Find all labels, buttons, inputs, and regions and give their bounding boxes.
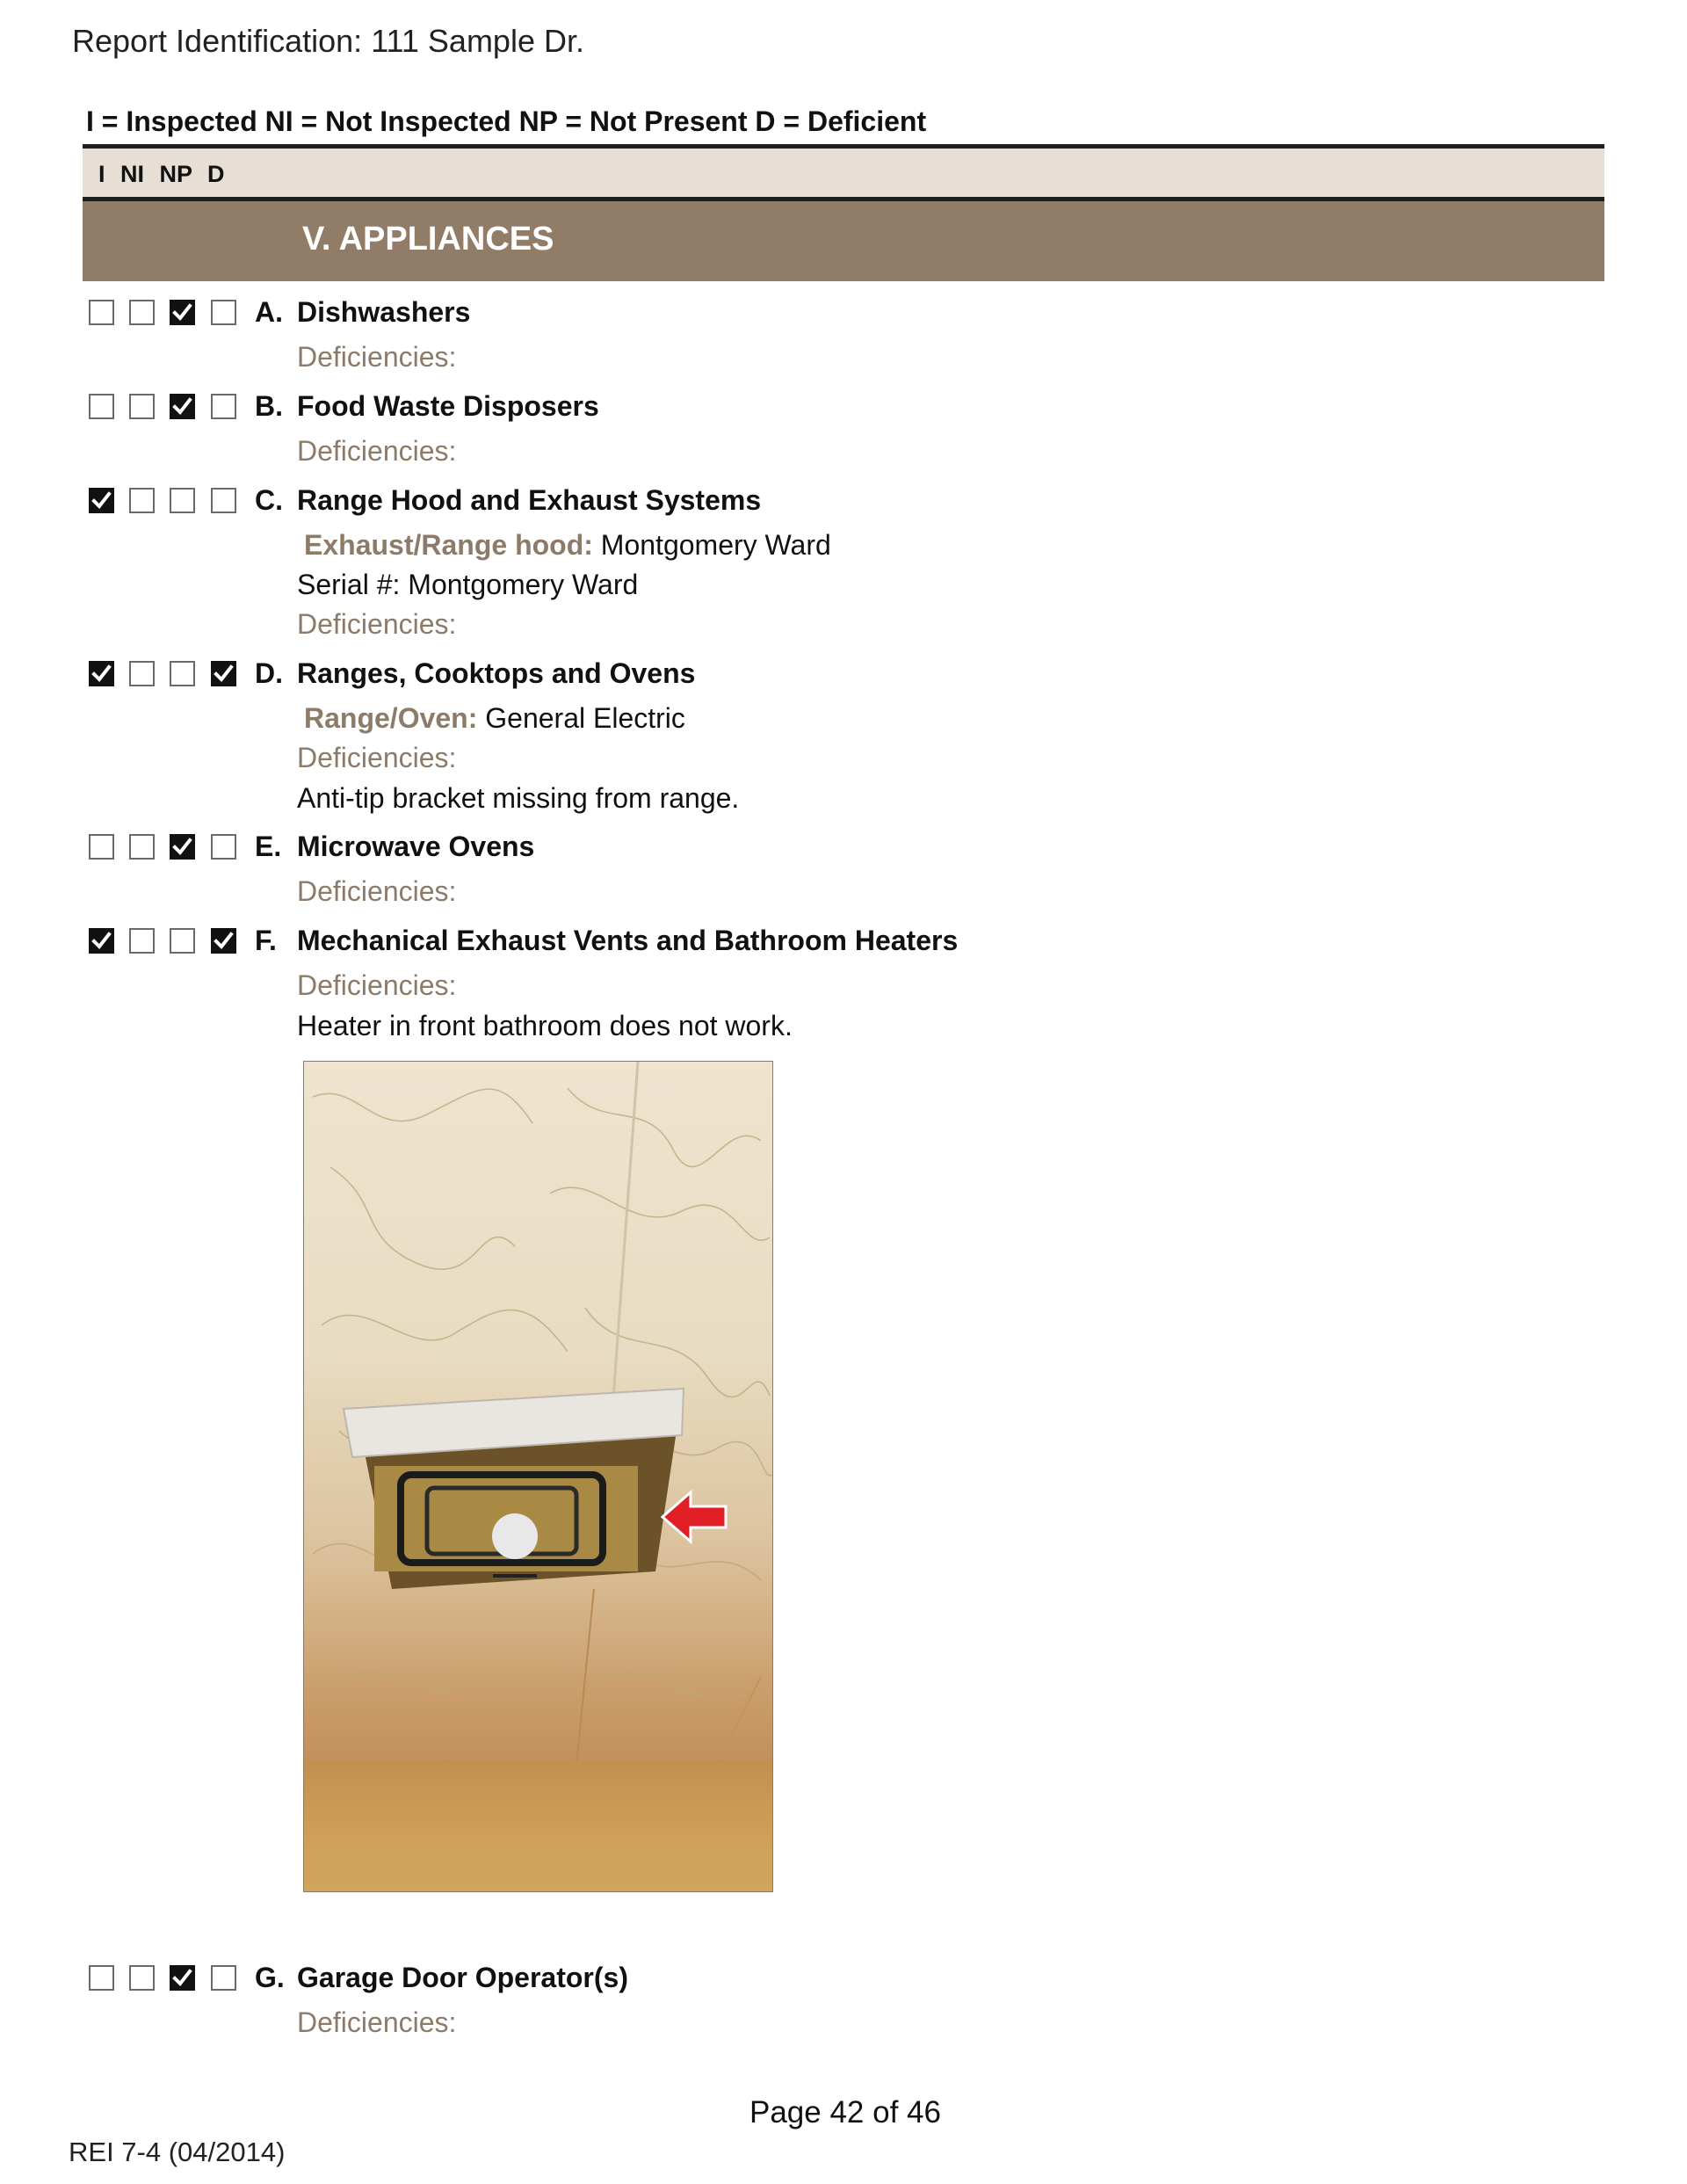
checkmark-icon: [91, 490, 112, 512]
column-header-bar: [83, 149, 1604, 197]
item-d-detail: [297, 702, 685, 735]
checkmark-icon: [171, 836, 193, 858]
checkmark-icon: [213, 663, 235, 685]
item-g-checkbox-not-present[interactable]: [170, 1965, 195, 1991]
section-header-bar: [83, 201, 1604, 281]
item-c-serial: Serial #: Montgomery Ward: [297, 569, 639, 600]
item-c-detail: [297, 529, 831, 562]
item-f-checkbox-deficient[interactable]: [211, 928, 236, 954]
item-e-checkbox-not-inspected[interactable]: [129, 834, 155, 860]
report-identification: Report Identification: 111 Sample Dr.: [72, 23, 584, 59]
checkmark-icon: [171, 1967, 193, 1989]
item-a-checkbox-deficient[interactable]: [211, 300, 236, 325]
checkmark-icon: [171, 395, 193, 417]
item-c-checkbox-deficient[interactable]: [211, 488, 236, 513]
item-b-deficiencies-label: Deficiencies:: [297, 435, 457, 467]
item-e-checkbox-not-present[interactable]: [170, 834, 195, 860]
item-e-letter: E.: [255, 831, 282, 862]
item-c-letter: C.: [255, 484, 283, 516]
item-e-deficiencies-label: Deficiencies:: [297, 875, 457, 907]
item-e-checkbox-inspected[interactable]: [89, 834, 114, 860]
item-c-detail-label: Exhaust/Range hood:: [304, 529, 593, 561]
ceiling-heater-photo: [303, 1061, 773, 1892]
checkmark-icon: [91, 930, 112, 952]
item-d-deficiencies-label: Deficiencies:: [297, 742, 457, 773]
item-a-checkbox-not-present[interactable]: [170, 300, 195, 325]
item-d-checkbox-not-inspected[interactable]: [129, 661, 155, 686]
item-d-checkbox-inspected[interactable]: [89, 661, 114, 686]
item-d-deficiency-text: Anti-tip bracket missing from range.: [297, 782, 740, 814]
item-b-letter: B.: [255, 390, 283, 422]
red-arrow-icon: [662, 1492, 726, 1542]
heater-vent: [344, 1389, 684, 1589]
item-f-checkbox-inspected[interactable]: [89, 928, 114, 954]
item-f-letter: F.: [255, 925, 277, 956]
item-f-deficiency-text: Heater in front bathroom does not work.: [297, 1010, 793, 1041]
item-f-checkbox-not-present[interactable]: [170, 928, 195, 954]
item-b-checkbox-deficient[interactable]: [211, 394, 236, 419]
item-c-title: Range Hood and Exhaust Systems: [297, 484, 762, 516]
checkmark-icon: [91, 663, 112, 685]
item-a-title: Dishwashers: [297, 296, 471, 328]
item-g-checkbox-deficient[interactable]: [211, 1965, 236, 1991]
section-title: V. APPLIANCES: [302, 221, 554, 258]
item-a-deficiencies-label: Deficiencies:: [297, 341, 457, 373]
item-f-title: Mechanical Exhaust Vents and Bathroom Heaters: [297, 925, 959, 956]
item-f-deficiencies-label: Deficiencies:: [297, 969, 457, 1001]
item-c-checkbox-not-present[interactable]: [170, 488, 195, 513]
item-b-checkbox-inspected[interactable]: [89, 394, 114, 419]
item-e-title: Microwave Ovens: [297, 831, 535, 862]
item-b-title: Food Waste Disposers: [297, 390, 599, 422]
item-d-letter: D.: [255, 657, 283, 689]
item-g-deficiencies-label: Deficiencies:: [297, 2006, 457, 2038]
item-c-checkbox-not-inspected[interactable]: [129, 488, 155, 513]
checkmark-icon: [171, 301, 193, 323]
item-f-checkbox-not-inspected[interactable]: [129, 928, 155, 954]
inspection-legend: I = Inspected NI = Not Inspected NP = Not Present D = Deficient: [86, 105, 927, 137]
item-d-checkbox-deficient[interactable]: [211, 661, 236, 686]
item-g-checkbox-not-inspected[interactable]: [129, 1965, 155, 1991]
item-d-detail-value: General Electric: [485, 702, 685, 734]
item-b-checkbox-not-inspected[interactable]: [129, 394, 155, 419]
item-a-checkbox-not-inspected[interactable]: [129, 300, 155, 325]
item-g-checkbox-inspected[interactable]: [89, 1965, 114, 1991]
item-e-checkbox-deficient[interactable]: [211, 834, 236, 860]
item-a-letter: A.: [255, 296, 283, 328]
wallpaper-strip: [304, 1760, 772, 1892]
item-c-detail-value: Montgomery Ward: [600, 529, 831, 561]
item-d-title: Ranges, Cooktops and Ovens: [297, 657, 696, 689]
item-a-checkbox-inspected[interactable]: [89, 300, 114, 325]
item-d-checkbox-not-present[interactable]: [170, 661, 195, 686]
item-g-letter: G.: [255, 1962, 285, 1993]
checkmark-icon: [213, 930, 235, 952]
item-c-deficiencies-label: Deficiencies:: [297, 608, 457, 640]
item-b-checkbox-not-present[interactable]: [170, 394, 195, 419]
item-d-detail-label: Range/Oven:: [304, 702, 478, 734]
item-c-checkbox-inspected[interactable]: [89, 488, 114, 513]
form-identifier: REI 7-4 (04/2014): [69, 2137, 286, 2167]
item-g-title: Garage Door Operator(s): [297, 1962, 628, 1993]
page-number: Page 42 of 46: [749, 2095, 941, 2130]
column-headers: I NI NP D: [98, 161, 225, 187]
